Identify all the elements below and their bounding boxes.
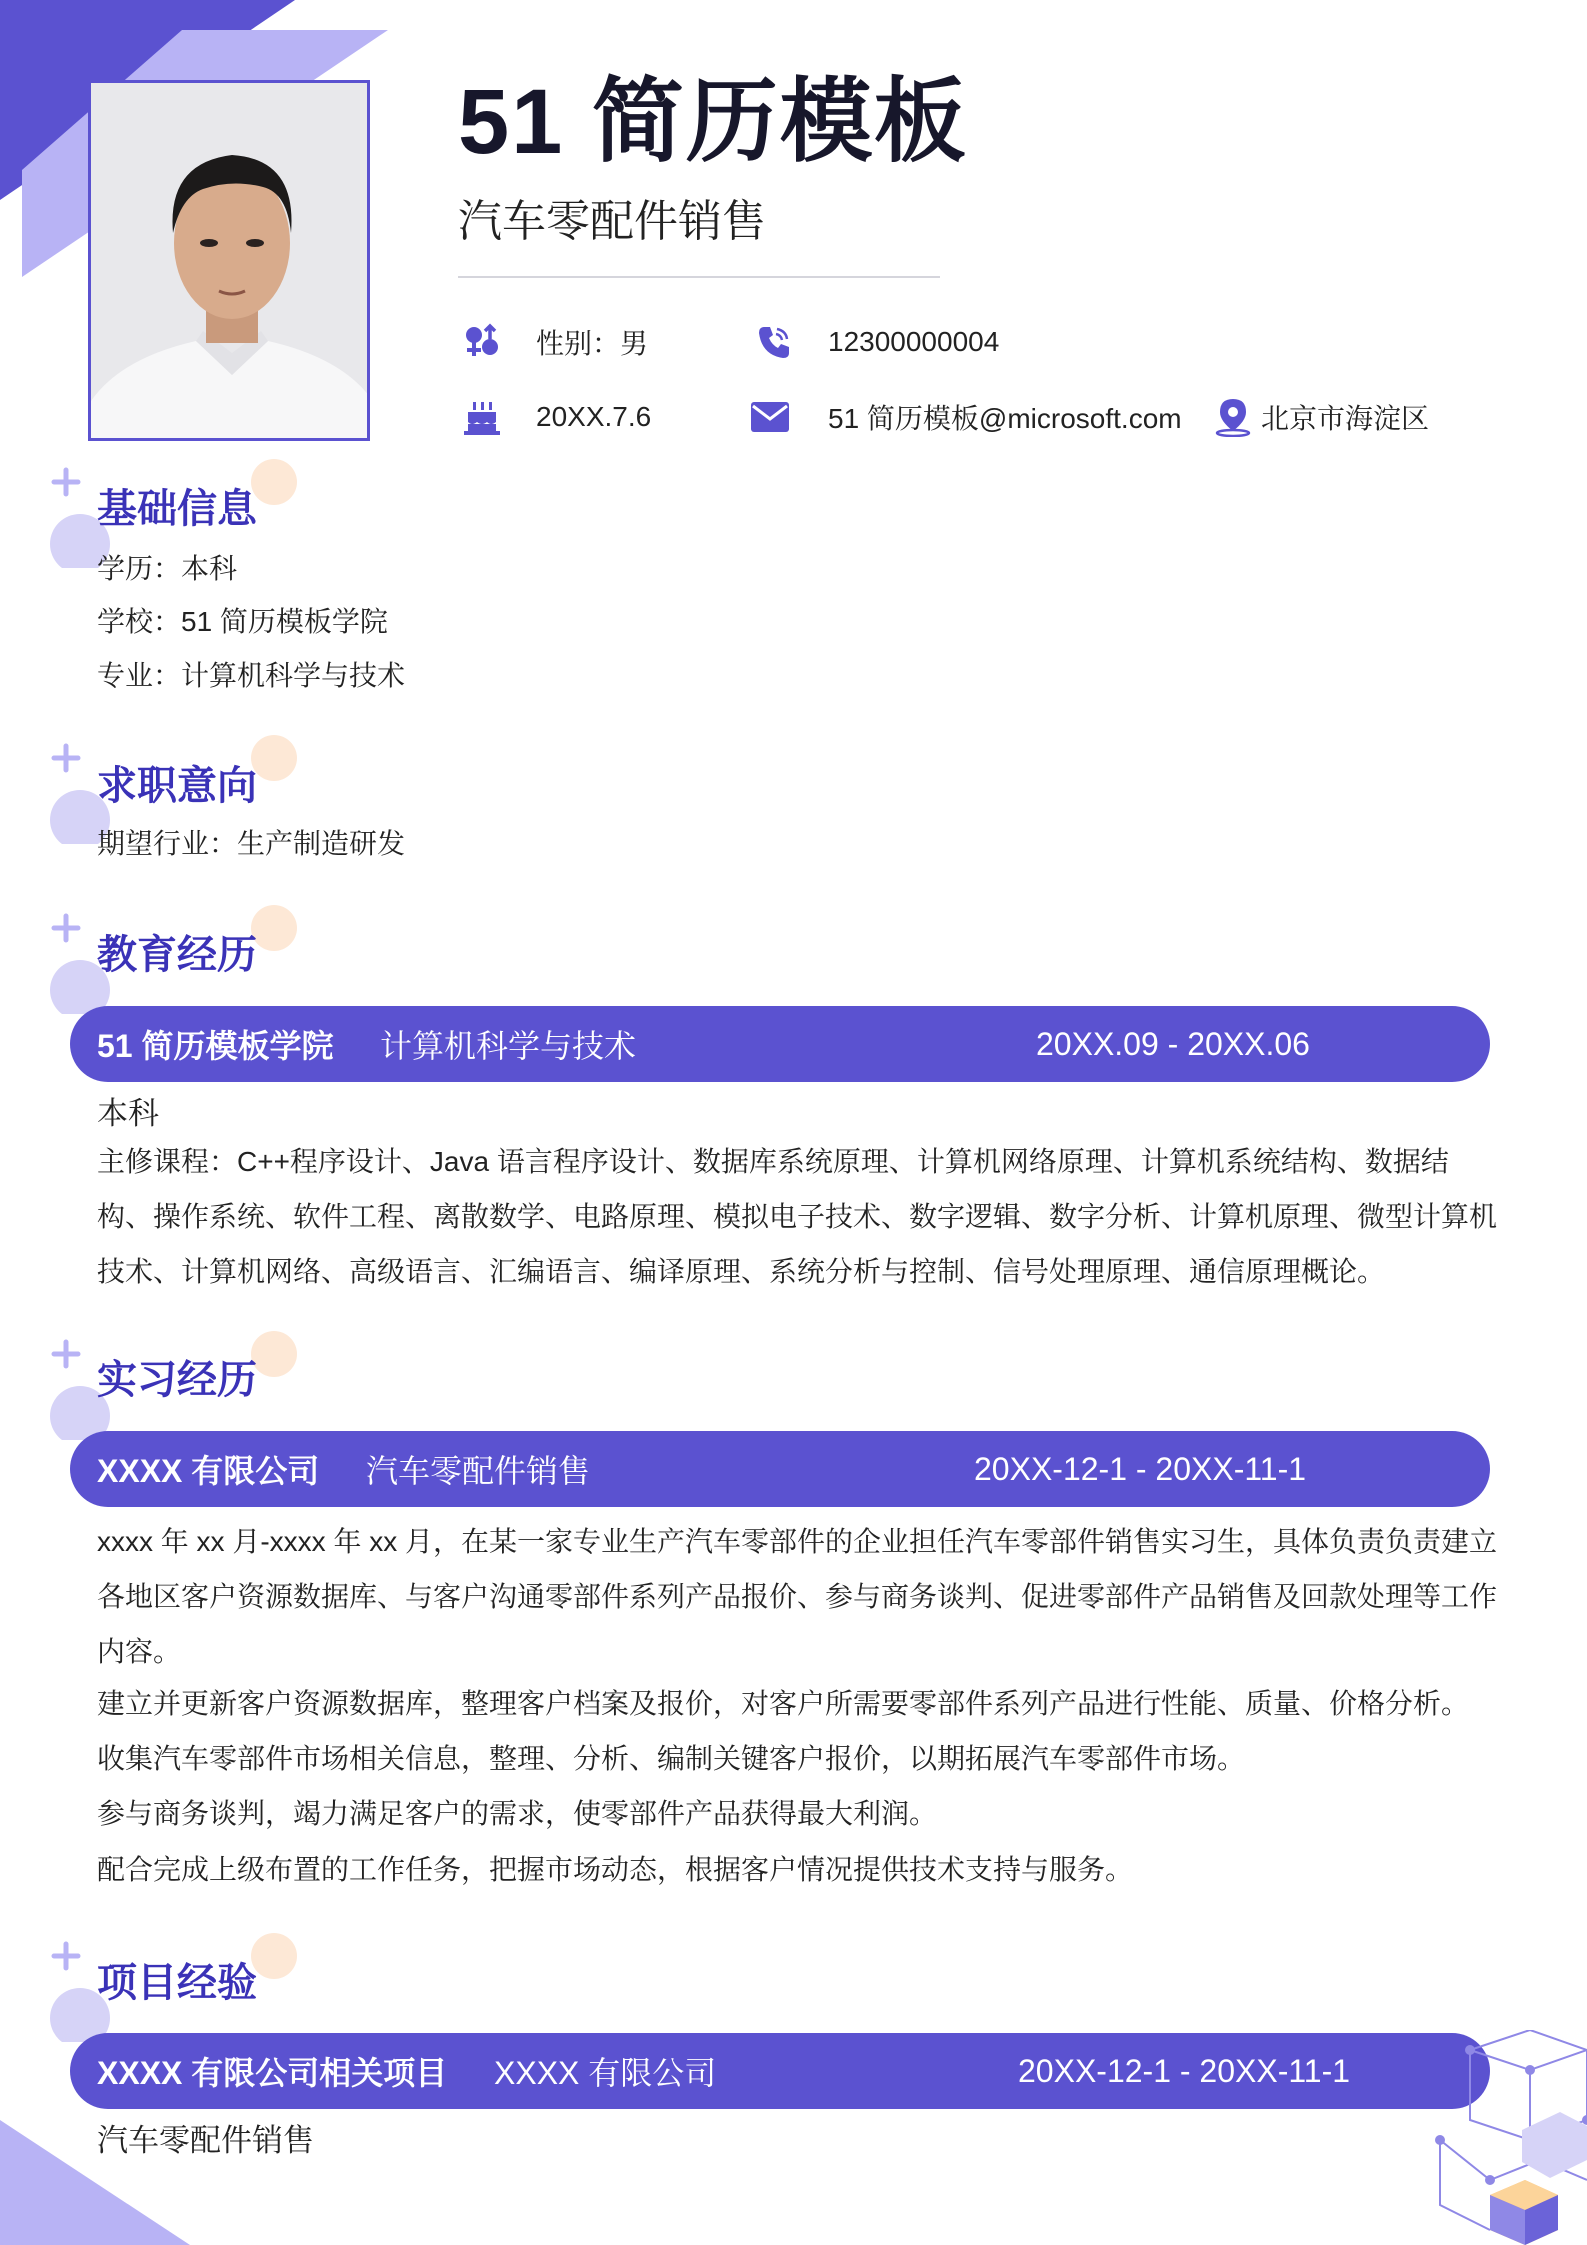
internship-role: 汽车零配件销售 xyxy=(366,1453,591,1489)
section-title-education: 教育经历 xyxy=(97,933,257,977)
bottom-left-decoration xyxy=(0,2120,200,2245)
gender-info xyxy=(462,322,648,362)
basic-info-line: 学校：51 简历模板学院 xyxy=(97,606,388,637)
profile-photo xyxy=(88,80,370,441)
education-header-bar xyxy=(70,1006,1490,1082)
project-role: 汽车零配件销售 xyxy=(97,2123,314,2158)
cube-decoration xyxy=(1430,2030,1587,2245)
internship-bullet: 配合完成上级布置的工作任务，把握市场动态，根据客户情况提供技术支持与服务。 xyxy=(97,1854,1134,1885)
birthday-text: 20XX.7.6 xyxy=(536,401,652,432)
section-title-project: 项目经验 xyxy=(97,1961,257,2005)
location-info xyxy=(1213,397,1429,437)
education-courses: 主修课程：C++程序设计、Java 语言程序设计、数据库系统原理、计算机网络原理、计算机系统结构、数据结构、操作系统、软件工程、离散数学、电路原理、模拟电子技术、数字逻辑、数字分析、计算机原理、微型计算机技术、计算机网络、高级语言、汇编语言、编译原理、系统分析与控制、信号处理原理、通信原理概论。 xyxy=(97,1146,1498,1287)
internship-bullet: 收集汽车零部件市场相关信息，整理、分析、编制关键客户报价，以期拓展汽车零部件市场。 xyxy=(97,1743,1246,1774)
internship-company: XXXX 有限公司 xyxy=(97,1453,320,1489)
project-name: XXXX 有限公司相关项目 xyxy=(97,2055,448,2091)
email-text: 51 简历模板@microsoft.com xyxy=(828,403,1182,434)
title-divider xyxy=(458,276,940,278)
section-title-basic: 基础信息 xyxy=(97,487,257,531)
project-dates: 20XX-12-1 - 20XX-11-1 xyxy=(1018,2052,1351,2089)
project-company: XXXX 有限公司 xyxy=(494,2055,717,2091)
location-pin-icon xyxy=(1213,397,1253,437)
internship-bullet: 参与商务谈判，竭力满足客户的需求，使零部件产品获得最大利润。 xyxy=(97,1798,938,1829)
internship-intro: xxxx 年 xx 月-xxxx 年 xx 月，在某一家专业生产汽车零部件的企业担任汽车零部件销售实习生，具体负责负责建立各地区客户资源数据库、与客户沟通零部件系列产品报价、参与商务谈判、促进零部件产品销售及回款处理等工作内容。 xyxy=(97,1526,1498,1667)
candidate-name: 51 简历模板 xyxy=(458,71,968,173)
project-header-bar xyxy=(70,2033,1490,2109)
education-major: 计算机科学与技术 xyxy=(380,1028,637,1064)
intent-line: 期望行业：生产制造研发 xyxy=(97,828,406,859)
gender-icon xyxy=(462,322,502,362)
section-title-internship: 实习经历 xyxy=(97,1358,257,1402)
basic-info-line: 学历：本科 xyxy=(97,553,238,584)
internship-bullet: 建立并更新客户资源数据库，整理客户档案及报价，对客户所需要零部件系列产品进行性能、质量、价格分析。 xyxy=(97,1688,1470,1719)
section-title-intent: 求职意向 xyxy=(97,764,257,808)
job-title: 汽车零配件销售 xyxy=(458,197,766,246)
phone-icon xyxy=(754,322,794,362)
mail-icon xyxy=(750,397,790,437)
cake-icon xyxy=(462,397,502,437)
gender-text: 性别：男 xyxy=(536,328,649,359)
internship-header-bar xyxy=(70,1431,1490,1507)
phone-info xyxy=(754,322,999,362)
education-degree: 本科 xyxy=(97,1096,159,1131)
basic-info-line: 专业：计算机科学与技术 xyxy=(97,660,406,691)
education-school: 51 简历模板学院 xyxy=(97,1028,334,1064)
email-info xyxy=(750,397,1182,437)
internship-dates: 20XX-12-1 - 20XX-11-1 xyxy=(974,1450,1307,1487)
birthday-info xyxy=(462,397,651,437)
location-text: 北京市海淀区 xyxy=(1261,403,1430,434)
phone-text: 12300000004 xyxy=(828,326,1000,357)
education-dates: 20XX.09 - 20XX.06 xyxy=(1036,1025,1310,1062)
